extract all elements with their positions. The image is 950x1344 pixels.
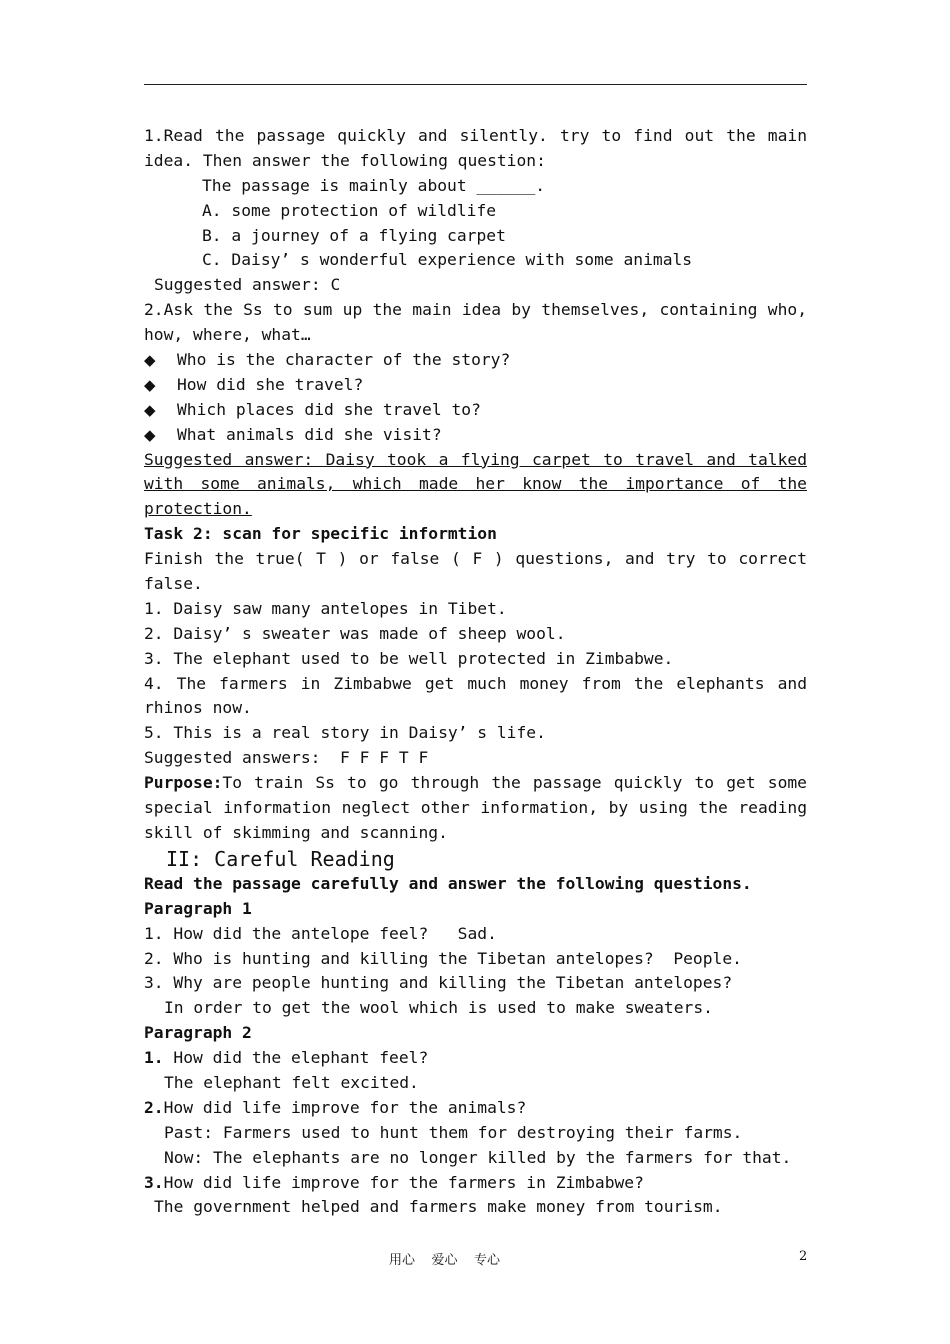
p1-question-3: 3. Why are people hunting and killing the Tibetan antelopes? — [144, 973, 733, 993]
purpose-line-1 — [144, 771, 807, 796]
tf-item-5: 5. This is a real story in Daisy’ s life. — [144, 723, 546, 743]
p2-q1-number: 1. — [144, 1048, 164, 1068]
bullet-text: Which places did she travel to? — [177, 399, 481, 419]
paragraph-2-title: Paragraph 2 — [144, 1023, 252, 1043]
bullet-item — [144, 373, 807, 398]
careful-reading-heading: II: Careful Reading — [166, 846, 395, 871]
header-rule — [144, 84, 807, 85]
purpose-text-1: To train Ss to go through the passage quickly to get some — [222, 773, 807, 793]
tf-item-4-line-2: rhinos now. — [144, 698, 252, 718]
purpose-line-2: special information neglect other information, by using the reading — [144, 798, 807, 818]
careful-instruction: Read the passage carefully and answer the following questions. — [144, 873, 752, 893]
document-body — [144, 124, 807, 1220]
paragraph-1-title: Paragraph 1 — [144, 898, 252, 918]
p2-answer-2-now: Now: The elephants are no longer killed by the farmers for that. — [164, 1147, 792, 1167]
tf-item-2: 2. Daisy’ s sweater was made of sheep wool. — [144, 623, 566, 643]
p2-q3-text: How did life improve for the farmers in Zimbabwe? — [163, 1172, 644, 1192]
summary-line-3: protection. — [144, 499, 252, 519]
p2-question-1 — [144, 1046, 807, 1071]
p2-q2-number: 2. — [144, 1097, 164, 1117]
p1-answer-3: In order to get the wool which is used to make sweaters. — [164, 998, 713, 1018]
option-b: B. a journey of a flying carpet — [202, 225, 506, 245]
q1-line-1: 1.Read the passage quickly and silently. try to find out the main — [144, 126, 807, 145]
p2-q3-number: 3. — [144, 1172, 164, 1192]
q1-line-2: idea. Then answer the following question: — [144, 150, 546, 170]
q1-stem: The passage is mainly about ______. — [202, 175, 546, 195]
p2-q1-text: How did the elephant feel? — [163, 1048, 429, 1068]
task2-title: Task 2: scan for specific informtion — [144, 524, 497, 544]
purpose-line-3: skill of skimming and scanning. — [144, 822, 448, 842]
diamond-bullet-icon: ◆ — [144, 351, 156, 370]
p2-question-2 — [144, 1096, 807, 1121]
bullet-text: How did she travel? — [177, 374, 364, 394]
tf-item-4-line-1: 4. The farmers in Zimbabwe get much money from the elephants and — [144, 673, 807, 693]
purpose-label: Purpose: — [144, 773, 223, 793]
option-c: C. Daisy’ s wonderful experience with some animals — [202, 250, 693, 270]
diamond-bullet-icon: ◆ — [144, 400, 156, 419]
p2-q2-text: How did life improve for the animals? — [163, 1097, 527, 1117]
bullet-item — [144, 398, 807, 423]
bullet-item — [144, 348, 807, 373]
bullet-text: What animals did she visit? — [177, 424, 442, 444]
p1-question-1: 1. How did the antelope feel? Sad. — [144, 923, 497, 943]
p2-answer-3: The government helped and farmers make money from tourism. — [154, 1197, 723, 1217]
page-number: 2 — [799, 1249, 808, 1264]
p2-answer-2-past: Past: Farmers used to hunt them for destroying their farms. — [164, 1122, 743, 1142]
p2-answer-1: The elephant felt excited. — [164, 1072, 419, 1092]
p1-question-2: 2. Who is hunting and killing the Tibetan antelopes? People. — [144, 948, 742, 968]
task2-instruction-2: false. — [144, 574, 203, 594]
diamond-bullet-icon: ◆ — [144, 425, 156, 444]
q2-line-1: 2.Ask the Ss to sum up the main idea by themselves, containing who, — [144, 300, 807, 320]
tf-item-1: 1. Daisy saw many antelopes in Tibet. — [144, 598, 507, 618]
q2-line-2: how, where, what… — [144, 325, 311, 345]
diamond-bullet-icon: ◆ — [144, 375, 156, 394]
bullet-text: Who is the character of the story? — [177, 350, 511, 370]
summary-line-2: with some animals, which made her know the importance of the — [144, 474, 807, 494]
footer-motto: 用心 爱心 专心 — [389, 1253, 501, 1268]
tf-answers: Suggested answers: F F F T F — [144, 748, 429, 768]
q1-suggested-answer: Suggested answer: C — [154, 275, 341, 295]
bullet-item — [144, 423, 807, 448]
summary-line-1: Suggested answer: Daisy took a flying carpet to travel and talked — [144, 449, 807, 469]
p2-question-3 — [144, 1171, 807, 1196]
option-a: A. some protection of wildlife — [202, 200, 497, 220]
tf-item-3: 3. The elephant used to be well protected in Zimbabwe. — [144, 648, 674, 668]
task2-instruction-1: Finish the true( T ) or false ( F ) questions, and try to correct — [144, 549, 807, 569]
